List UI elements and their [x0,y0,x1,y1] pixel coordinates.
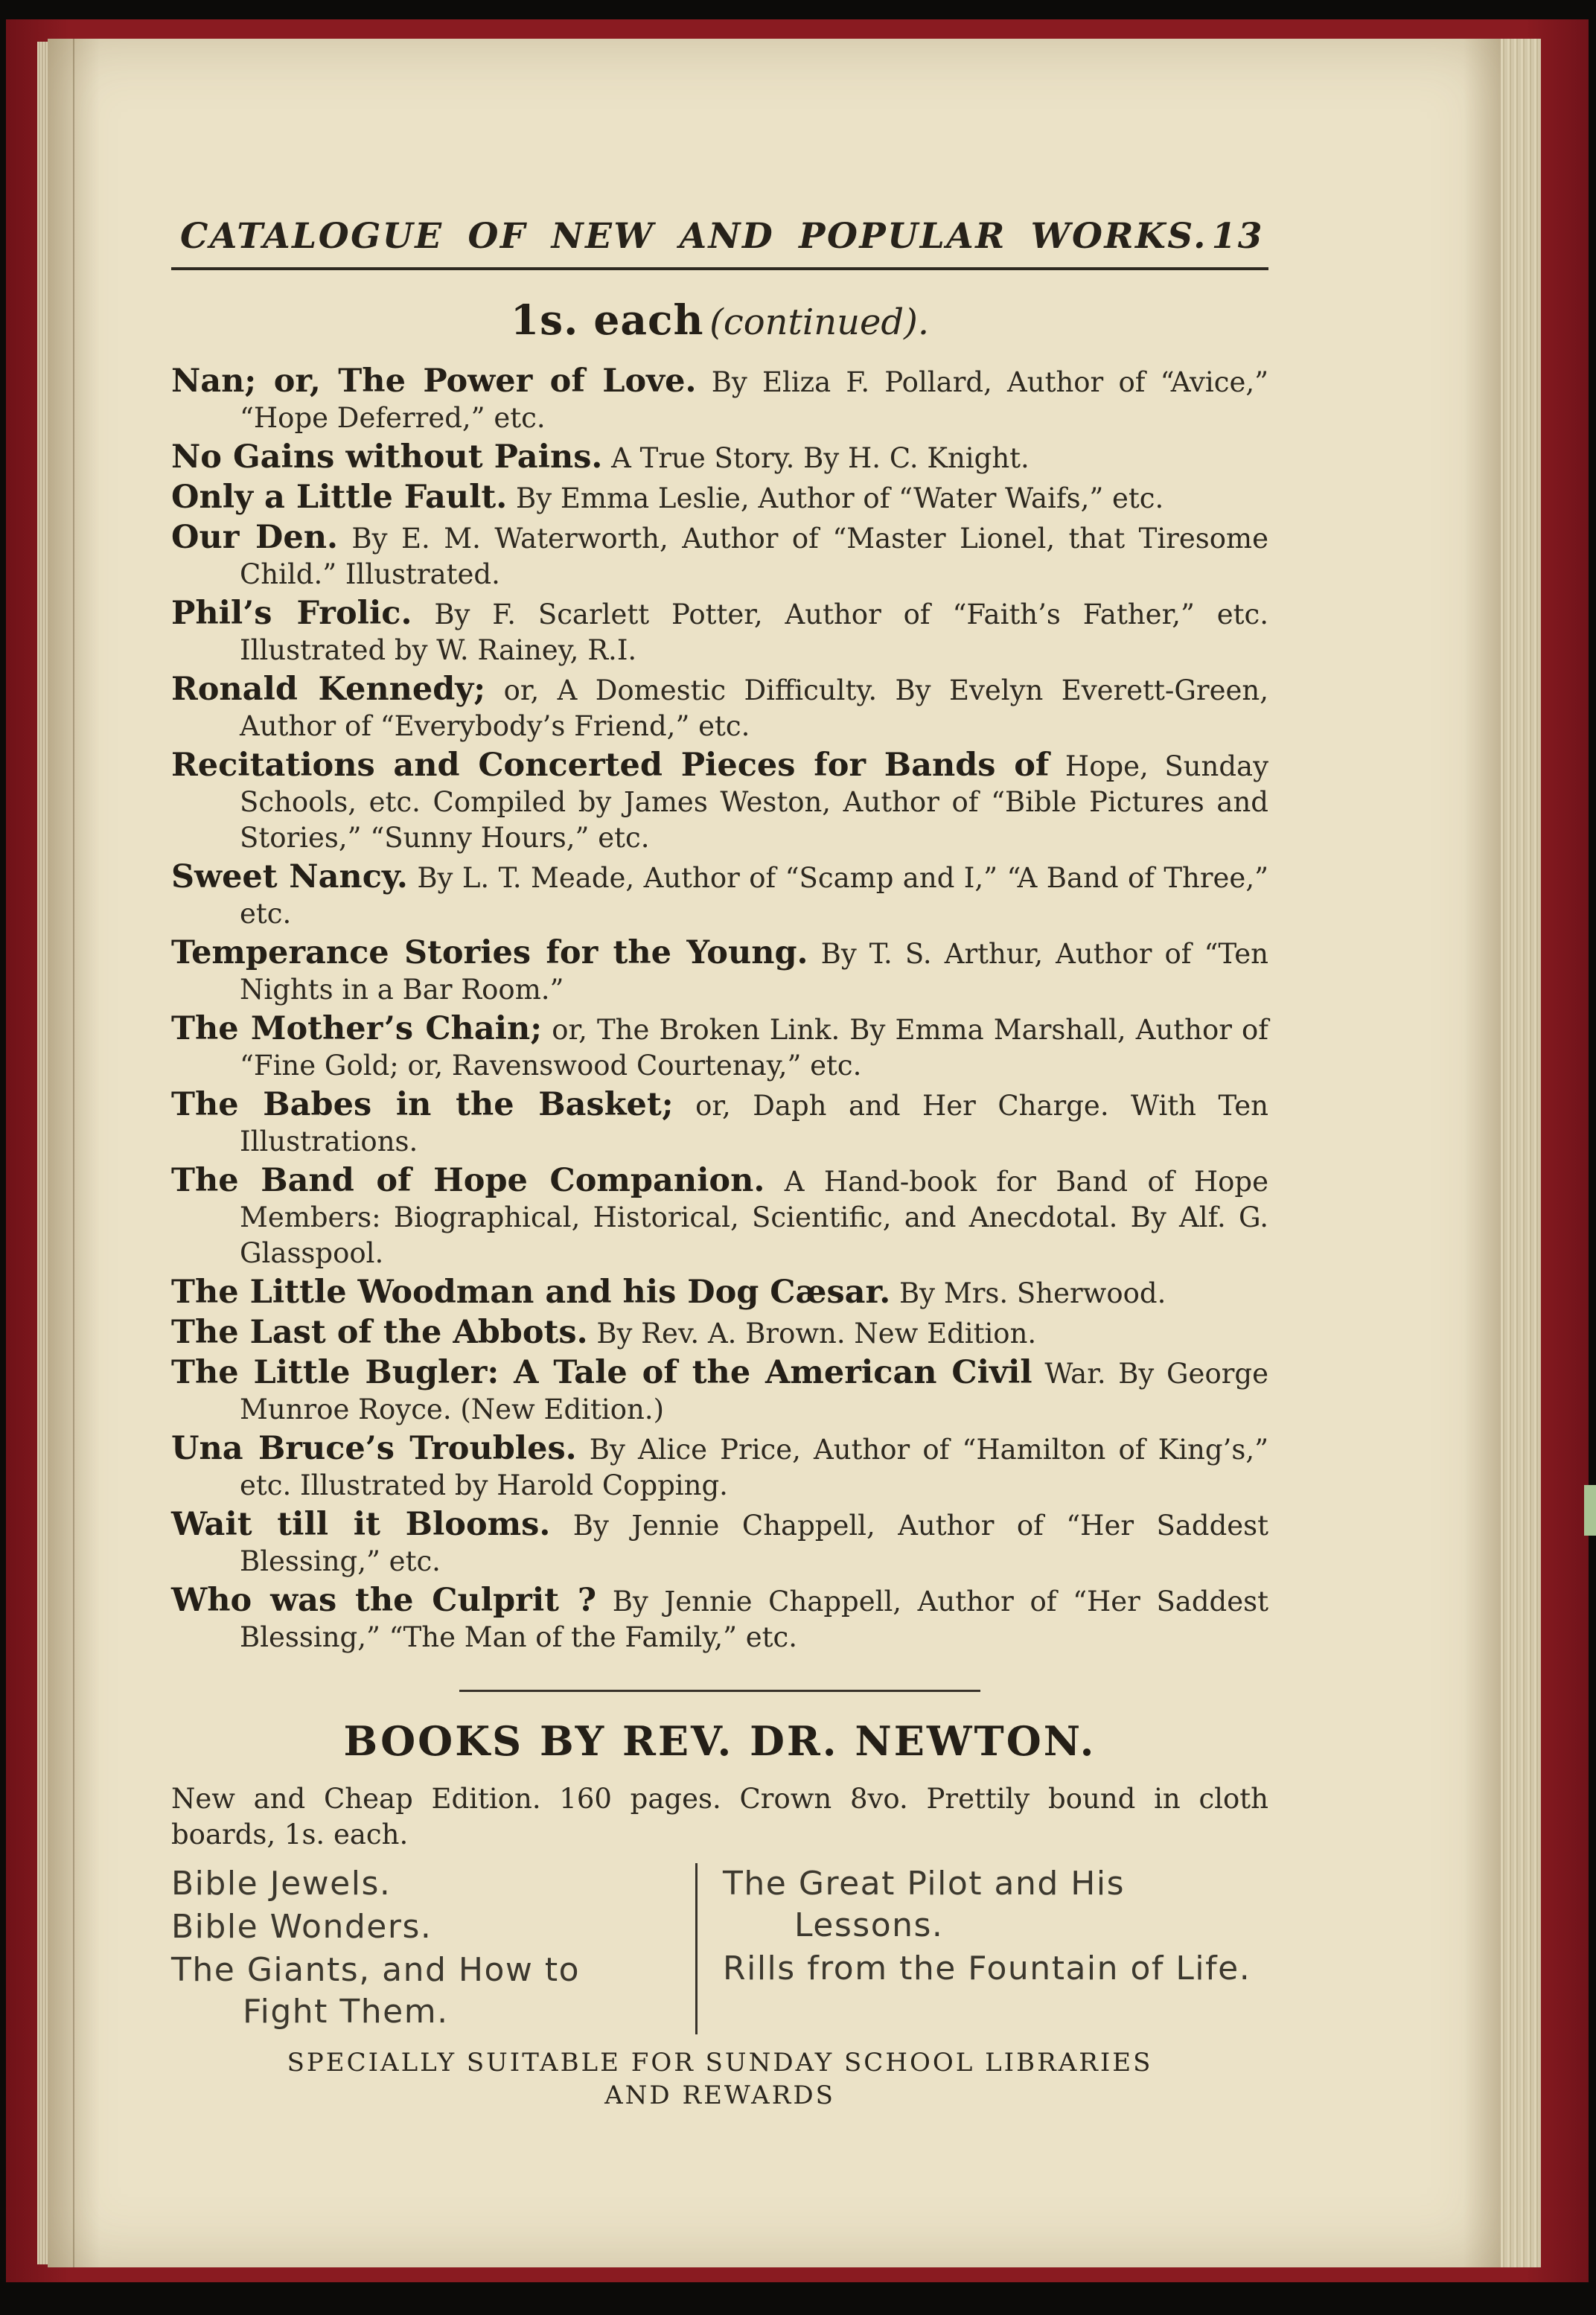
book-title: Recitations and Concerted Pieces for Bands of [171,747,1050,784]
book-details: or, The Broken Link. By Emma Marshall, Author of “Fine Gold; or, Ravenswood Courtenay,” etc. [240,1014,1268,1082]
book-entry [171,363,1268,436]
gutter-line [73,39,74,2267]
book-details: A True Story. By H. C. Knight. [611,442,1030,474]
book-title: Temperance Stories for the Young. [171,934,808,971]
book-entry [171,1583,1268,1655]
book-title: Nan; or, The Power of Love. [171,363,697,400]
page-edges-left [37,42,48,2264]
book-entry [171,520,1268,593]
book-title: Wait till it Blooms. [171,1506,551,1543]
book-details: By Jennie Chappell, Author of “Her Saddest Blessing,” etc. [240,1510,1269,1577]
section-divider [459,1690,980,1692]
newton-book: Bible Wonders. [171,1908,432,1946]
book-title: Sweet Nancy. [171,858,408,895]
book-details: By Emma Leslie, Author of “Water Waifs,” etc. [516,482,1164,514]
continued-label: (continued). [709,301,930,343]
newton-left-column [171,1863,698,2034]
book-title: Una Bruce’s Troubles. [171,1430,577,1467]
book-cover [6,19,1589,2282]
book-details: Hope, Sunday Schools, etc. Compiled by James Weston, Author of “Bible Pictures and Stories,” “Sunny Hours,” etc. [240,750,1268,854]
book-details: By Rev. A. Brown. New Edition. [596,1318,1037,1350]
price-label: 1s. each [510,296,704,344]
newton-intro: New and Cheap Edition. 160 pages. Crown 8vo. Prettily bound in cloth boards, 1s. each. [171,1783,1268,1851]
book-entry [171,439,1268,476]
page-content [171,216,1268,2112]
newton-book: Rills from the Fountain of Life. [723,1950,1251,1987]
page-marker [1584,1485,1596,1536]
book-details: By Mrs. Sherwood. [898,1277,1166,1309]
book-entry [171,1011,1268,1084]
book-entry [171,1087,1268,1160]
catalogue-title: CATALOGUE OF NEW AND POPULAR WORKS. [180,216,1207,257]
book-details: By L. T. Meade, Author of “Scamp and I,” “A Band of Three,” etc. [240,862,1268,930]
book-entry [171,1315,1268,1352]
book-details: War. By George Munroe Royce. (New Edition.) [240,1358,1268,1425]
header-rule [171,267,1268,270]
book-entry [171,1274,1268,1312]
book-title: The Band of Hope Companion. [171,1162,765,1199]
book-title: Ronald Kennedy; [171,671,486,708]
book-entry [171,935,1268,1008]
book-entry [171,1431,1268,1504]
book-entry [171,479,1268,517]
page-number: 13 [1211,216,1264,257]
book-entry [171,1507,1268,1580]
book-title: No Gains without Pains. [171,438,603,476]
book-title: The Little Woodman and his Dog Cæsar. [171,1274,891,1311]
book-entry [171,1163,1268,1271]
newton-book: The Great Pilot and His Lessons. [723,1865,1126,1944]
book-details: or, A Domestic Difficulty. By Evelyn Everett-Green, Author of “Everybody’s Friend,” etc. [240,674,1269,742]
book-title: The Last of the Abbots. [171,1314,588,1351]
running-header [171,216,1268,257]
book-details: By E. M. Waterworth, Author of “Master Lionel, that Tiresome Child.” Illustrated. [240,523,1268,590]
book-title: Who was the Culprit ? [171,1582,597,1619]
book-details: By T. S. Arthur, Author of “Ten Nights in a Bar Room.” [240,938,1268,1006]
book-details: A Hand-book for Band of Hope Members: Biographical, Historical, Scientific, and Anecdotal. By Alf. G. Glasspool. [240,1166,1269,1269]
newton-book: The Giants, and How to Fight Them. [171,1951,581,2031]
page-edges-right [1501,39,1541,2267]
book-entry [171,1355,1268,1428]
book-title: Phil’s Frolic. [171,595,412,632]
book-title: The Mother’s Chain; [171,1010,543,1047]
newton-book: Bible Jewels. [171,1865,392,1903]
book-entry [171,595,1268,668]
book-details: By Eliza F. Pollard, Author of “Avice,” “Hope Deferred,” etc. [240,366,1269,434]
book-details: By Jennie Chappell, Author of “Her Saddest Blessing,” “The Man of the Family,” etc. [240,1586,1268,1653]
book-title: The Babes in the Basket; [171,1086,674,1123]
book-entry [171,671,1268,744]
book-title: Our Den. [171,519,338,556]
book-details: or, Daph and Her Charge. With Ten Illustrations. [240,1090,1268,1158]
catalogue-page [48,39,1501,2267]
book-details: By Alice Price, Author of “Hamilton of King’s,” etc. Illustrated by Harold Copping. [240,1434,1268,1501]
book-entry [171,859,1268,932]
section-heading [171,296,1268,344]
newton-footer: SPECIALLY SUITABLE FOR SUNDAY SCHOOL LIBRARIES AND REWARDS [287,2048,1153,2110]
newton-columns [171,1863,1268,2034]
book-title: The Little Bugler: A Tale of the American Civil [171,1354,1032,1391]
newton-right-column [698,1863,1268,2034]
book-title: Only a Little Fault. [171,479,508,516]
newton-heading: BOOKS BY REV. DR. NEWTON. [343,1717,1097,1765]
book-details: By F. Scarlett Potter, Author of “Faith’s Father,” etc. Illustrated by W. Rainey, R.I. [240,598,1268,666]
book-entry [171,747,1268,856]
